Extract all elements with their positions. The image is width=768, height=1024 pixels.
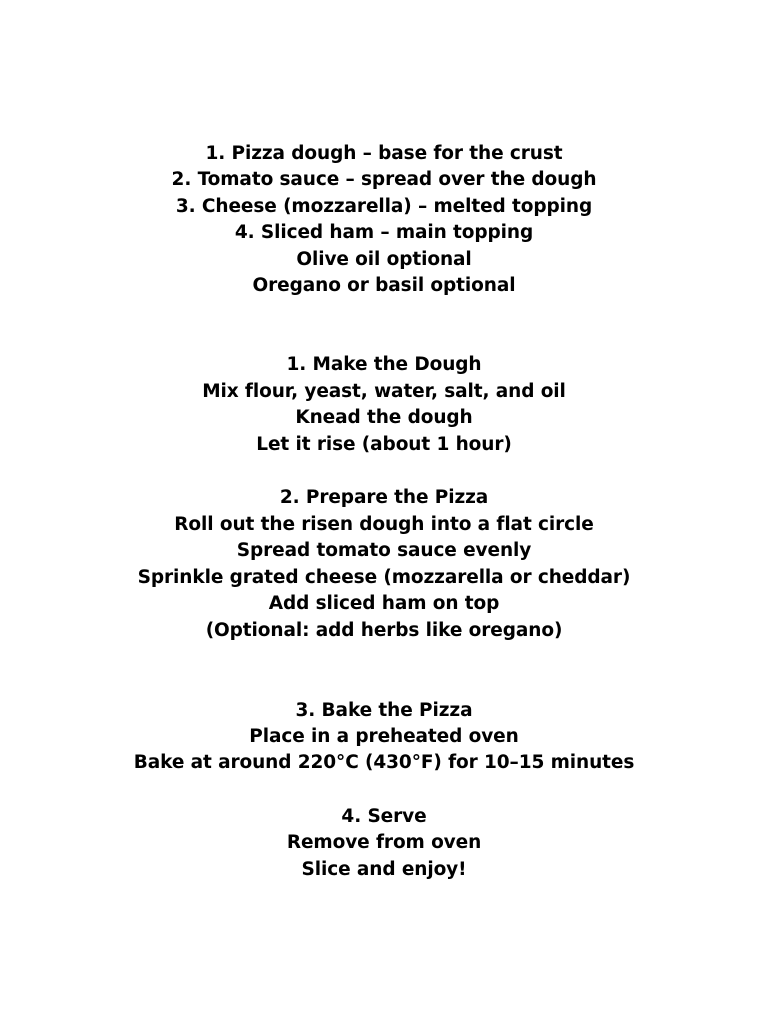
step-line: Let it rise (about 1 hour) — [256, 434, 512, 455]
step-line: (Optional: add herbs like oregano) — [205, 620, 563, 641]
step-title: 4. Serve — [341, 806, 427, 827]
step-line: Slice and enjoy! — [301, 859, 467, 880]
step-line: Bake at around 220°C (430°F) for 10–15 minutes — [133, 752, 635, 773]
step-line: Place in a preheated oven — [249, 726, 519, 747]
ingredient-item: Oregano or basil optional — [252, 275, 516, 296]
step-line: Knead the dough — [295, 407, 473, 428]
step-line: Remove from oven — [286, 832, 482, 853]
ingredient-item: 4. Sliced ham – main topping — [234, 222, 534, 243]
step-title: 1. Make the Dough — [286, 354, 482, 375]
ingredient-item: 3. Cheese (mozzarella) – melted topping — [175, 196, 593, 217]
step-title: 3. Bake the Pizza — [295, 700, 473, 721]
ingredient-item: Olive oil optional — [296, 249, 472, 270]
step-line: Add sliced ham on top — [268, 593, 500, 614]
step-line: Sprinkle grated cheese (mozzarella or cheddar) — [137, 567, 631, 588]
ingredient-item: 1. Pizza dough – base for the crust — [205, 143, 563, 164]
step-line: Spread tomato sauce evenly — [236, 540, 532, 561]
step-title: 2. Prepare the Pizza — [279, 487, 489, 508]
ingredient-item: 2. Tomato sauce – spread over the dough — [171, 169, 597, 190]
step-line: Mix flour, yeast, water, salt, and oil — [202, 381, 566, 402]
step-line: Roll out the risen dough into a flat circle — [174, 514, 594, 535]
